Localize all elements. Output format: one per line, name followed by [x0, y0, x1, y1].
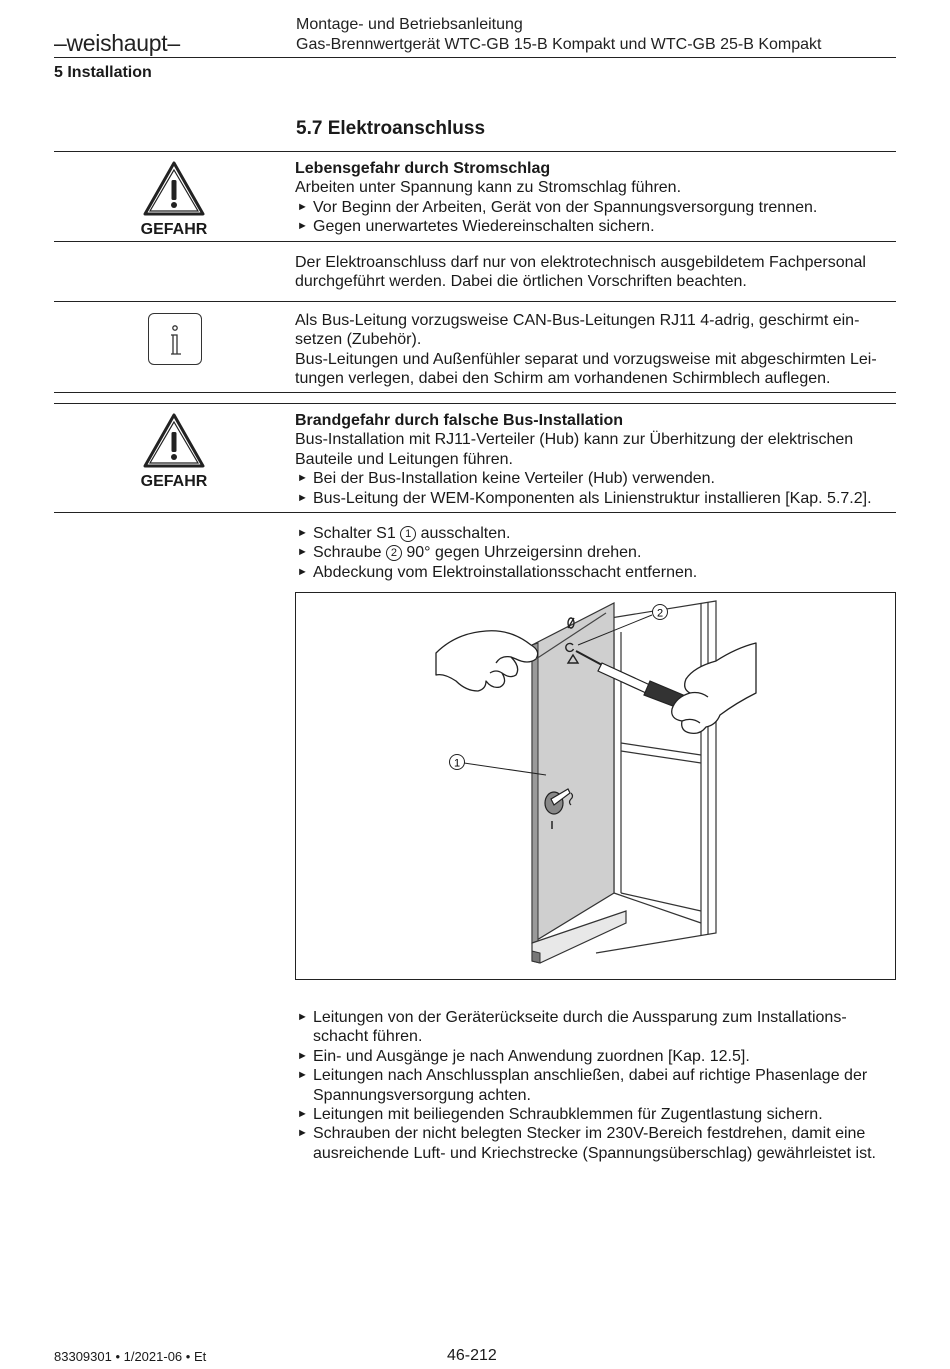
danger2-text: Bus-Installation mit RJ11-Verteiler (Hub) kann zur Überhitzung der elektrischen — [295, 431, 854, 449]
step-item: ► Leitungen mit beiliegenden Schraubklemmen für Zugentlastung sichern. — [295, 1105, 895, 1124]
header-title-line2: Gas-Brennwertgerät WTC-GB 15-B Kompakt und WTC-GB 25-B Kompakt — [296, 36, 822, 53]
note-line: Der Elektroanschluss darf nur von elektrotechnisch ausgebildetem Fachpersonal — [295, 254, 866, 271]
note-text — [295, 253, 895, 292]
danger2-label: GEFAHR — [140, 473, 208, 490]
callout-1: 1 — [453, 757, 461, 770]
cover-removal-illustration — [296, 593, 895, 979]
danger1-bullet: ► Gegen unerwartetes Wiedereinschalten sichern. — [295, 217, 895, 236]
danger2-bottom-rule — [54, 512, 896, 513]
step-item: ► Abdeckung vom Elektroinstallationsschacht entfernen. — [295, 563, 895, 582]
note-rule — [54, 301, 896, 302]
danger1-bullet: ► Vor Beginn der Arbeiten, Gerät von der Spannungsversorgung trennen. — [295, 198, 895, 217]
step-item: ► Schraube 2 90° gegen Uhrzeigersinn drehen. — [295, 543, 895, 562]
steps2-list — [295, 1008, 895, 1163]
info-line: tungen verlegen, dabei den Schirm am vorhandenen Schirmblech auflegen. — [295, 370, 831, 388]
page-number: 46-212 — [447, 1347, 497, 1364]
step-item: ► Schalter S1 1 ausschalten. — [295, 524, 895, 543]
danger2-bullet: ► Bus-Leitung der WEM-Komponenten als Linienstruktur installieren [Kap. 5.7.2]. — [295, 489, 895, 508]
section-label: 5 Installation — [54, 64, 152, 81]
danger2-bullet: ► Bei der Bus-Installation keine Verteiler (Hub) verwenden. — [295, 469, 895, 488]
danger1-content — [295, 159, 895, 237]
callout-number: 2 — [386, 545, 402, 561]
warning-triangle-icon — [142, 412, 206, 470]
step-item: ► Leitungen von der Geräterückseite durch die Aussparung zum Installations- schacht führen. — [295, 1008, 895, 1047]
info-icon — [148, 313, 202, 365]
danger2-top-rule — [54, 403, 896, 404]
danger1-bottom-rule — [54, 241, 896, 242]
info-line: setzen (Zubehör). — [295, 331, 422, 349]
info-text — [295, 311, 895, 389]
danger2-title: Brandgefahr durch falsche Bus-Installation — [295, 412, 624, 429]
danger2-text: Bauteile und Leitungen führen. — [295, 450, 513, 468]
info-bottom-rule — [54, 392, 896, 393]
callout-number: 1 — [400, 526, 416, 542]
header-rule — [54, 57, 896, 58]
steps1-list — [295, 524, 895, 582]
document-number: 83309301 • 1/2021-06 • Et — [54, 1349, 207, 1364]
danger1-top-rule — [54, 151, 896, 152]
weishaupt-logo: –weishaupt– — [54, 30, 180, 56]
section-heading: 5.7 Elektroanschluss — [296, 118, 486, 139]
danger2-content — [295, 411, 895, 508]
danger1-text: Arbeiten unter Spannung kann zu Stromschlag führen. — [295, 179, 682, 197]
step-item: ► Ein- und Ausgänge je nach Anwendung zuordnen [Kap. 12.5]. — [295, 1047, 895, 1066]
step-item: ► Schrauben der nicht belegten Stecker im 230V-Bereich festdrehen, damit eine ausreichende Luft- und Kriechstrecke (Spannungsüberschlag) gewährleistet ist. — [295, 1124, 895, 1163]
installation-figure — [295, 592, 896, 980]
warning-triangle-icon — [142, 160, 206, 218]
note-line: durchgeführt werden. Dabei die örtlichen Vorschriften beachten. — [295, 273, 747, 291]
danger1-label: GEFAHR — [140, 221, 208, 238]
info-line: Bus-Leitungen und Außenfühler separat und vorzugsweise mit abgeschirmten Lei- — [295, 350, 877, 368]
step-item: ► Leitungen nach Anschlussplan anschließen, dabei auf richtige Phasenlage der Spannungsversorgung achten. — [295, 1066, 895, 1105]
info-line: Als Bus-Leitung vorzugsweise CAN-Bus-Leitungen RJ11 4-adrig, geschirmt ein- — [295, 312, 860, 329]
danger1-symbol — [124, 160, 224, 239]
header-title-line1: Montage- und Betriebsanleitung — [296, 16, 523, 33]
callout-2: 2 — [656, 607, 664, 620]
danger1-title: Lebensgefahr durch Stromschlag — [295, 160, 551, 177]
danger2-symbol — [124, 412, 224, 491]
